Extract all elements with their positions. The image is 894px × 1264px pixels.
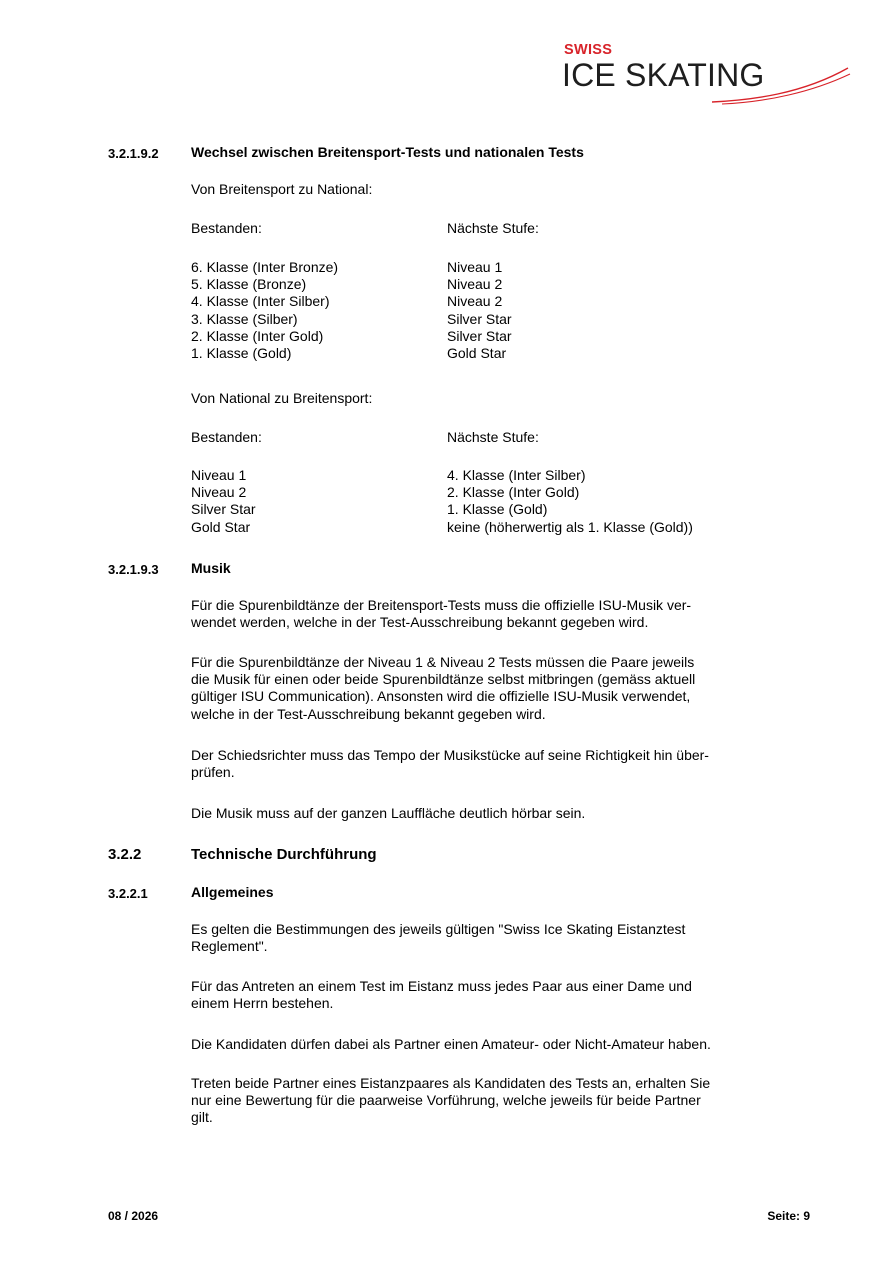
list-item: 5. Klasse (Bronze): [191, 276, 307, 293]
list-item: 3. Klasse (Silber): [191, 310, 298, 327]
list-item: Niveau 2: [447, 293, 503, 310]
paragraph: Für das Antreten an einem Test im Eistanz muss jedes Paar aus einer Dame und einem Herrn bestehen.: [191, 978, 692, 1012]
column-header-passed: Bestanden:: [191, 220, 262, 236]
column-header-passed: Bestanden:: [191, 429, 262, 445]
list-item: 4. Klasse (Inter Silber): [191, 293, 330, 310]
section-title: Musik: [191, 560, 231, 576]
list-item: Niveau 1: [447, 259, 503, 275]
list-item: 1. Klasse (Gold): [191, 345, 292, 362]
paragraph: Es gelten die Bestimmungen des jeweils gültigen "Swiss Ice Skating Eistanztest Reglement".: [191, 921, 686, 955]
paragraph: Für die Spurenbildtänze der Niveau 1 & Niveau 2 Tests müssen die Paare jeweils die Musik für einen oder beide Spurenbildtänze selbst mitbringen (gemäss aktuell gültiger ISU Communication). Ansonsten wird die offizielle ISU-Musik verwendet, welche in der Test-Ausschreibung bekannt gegeben wird.: [191, 654, 696, 722]
table2-next-list: [447, 467, 693, 536]
intro-national-to-breitensport: Von National zu Breitensport:: [191, 390, 373, 406]
list-item: 6. Klasse (Inter Bronze): [191, 259, 339, 275]
list-item: Silver Star: [447, 327, 512, 344]
paragraph: Treten beide Partner eines Eistanzpaares als Kandidaten des Tests an, erhalten Sie nur eine Bewertung für die paarweise Vorführung, welche jeweils für beide Partner gilt.: [191, 1075, 711, 1126]
section-number: 3.2.2: [108, 846, 142, 863]
logo-main-text: ICE SKATING: [562, 57, 765, 93]
footer-page-number: Seite: 9: [767, 1209, 810, 1223]
list-item: Gold Star: [447, 345, 507, 362]
column-header-next: Nächste Stufe:: [447, 429, 539, 445]
column-header-next: Nächste Stufe:: [447, 220, 539, 236]
section-title: Allgemeines: [191, 884, 274, 900]
table1-passed-list: [191, 259, 338, 362]
list-item: Silver Star: [191, 501, 256, 518]
section-title: Wechsel zwischen Breitensport-Tests und nationalen Tests: [191, 144, 584, 160]
list-item: Silver Star: [447, 310, 512, 327]
paragraph: Die Kandidaten dürfen dabei als Partner einen Amateur- oder Nicht-Amateur haben.: [191, 1036, 711, 1052]
paragraph: Der Schiedsrichter muss das Tempo der Musikstücke auf seine Richtigkeit hin über- prüfen.: [191, 747, 709, 781]
list-item: Niveau 1: [191, 467, 247, 483]
intro-breitensport-to-national: Von Breitensport zu National:: [191, 181, 373, 197]
section-title: Technische Durchführung: [191, 846, 377, 863]
list-item: 4. Klasse (Inter Silber): [447, 467, 586, 483]
list-item: 2. Klasse (Inter Gold): [447, 484, 580, 501]
list-item: Niveau 2: [447, 276, 503, 293]
list-item: Gold Star: [191, 518, 251, 535]
list-item: 1. Klasse (Gold): [447, 501, 548, 518]
section-number: 3.2.2.1: [108, 886, 148, 901]
footer-date: 08 / 2026: [108, 1209, 159, 1223]
paragraph: Die Musik muss auf der ganzen Lauffläche deutlich hörbar sein.: [191, 805, 586, 821]
section-number: 3.2.1.9.2: [108, 146, 159, 161]
table1-next-list: [447, 259, 512, 362]
swiss-ice-skating-logo: [562, 40, 852, 110]
logo-swiss-text: SWISS: [564, 42, 613, 58]
logo-swoosh-icon: [712, 66, 852, 106]
table2-passed-list: [191, 467, 256, 536]
list-item: keine (höherwertig als 1. Klasse (Gold)): [447, 518, 693, 535]
list-item: 2. Klasse (Inter Gold): [191, 327, 324, 344]
list-item: Niveau 2: [191, 484, 247, 501]
paragraph: Für die Spurenbildtänze der Breitensport-Tests muss die offizielle ISU-Musik ver- wendet werden, welche in der Test-Ausschreibung bekannt gegeben wird.: [191, 597, 692, 631]
section-number: 3.2.1.9.3: [108, 562, 159, 577]
